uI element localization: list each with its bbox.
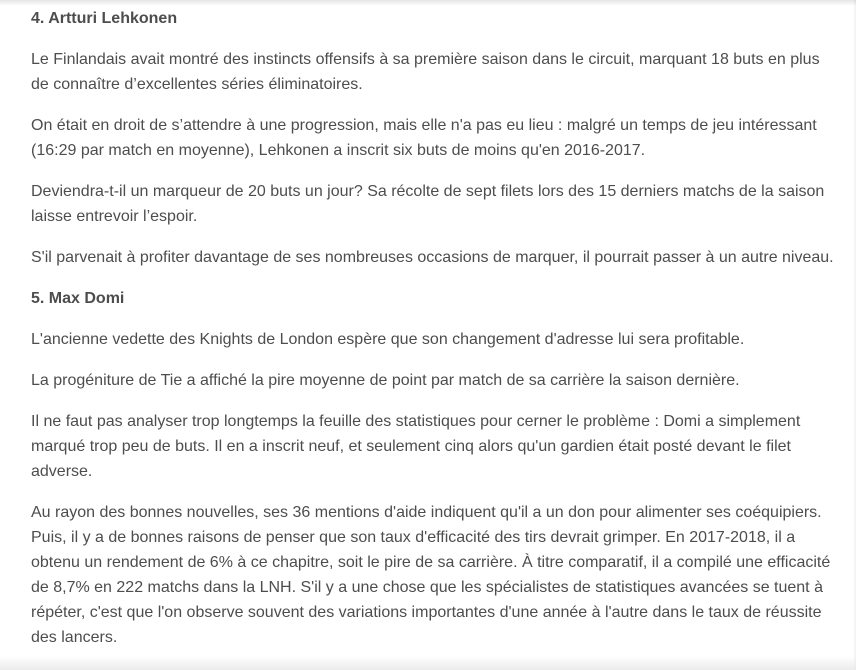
paragraph: On était en droit de s’attendre à une progression, mais elle n'a pas eu lieu : malgré un temps de jeu intéressant (16:29 par match en moyenne), Lehkonen a inscrit six buts de moins qu'en 2016-2017.: [31, 117, 817, 159]
paragraph: Il ne faut pas analyser trop longtemps la feuille des statistiques pour cerner le problème : Domi a simplement marqué trop peu de buts. Il en a inscrit neuf, et seulement cinq alors qu'un gardien était posté devant le filet adverse.: [31, 413, 801, 480]
paragraph: L'ancienne vedette des Knights de London espère que son changement d'adresse lui sera profitable.: [31, 331, 745, 348]
paragraph: Le Finlandais avait montré des instincts offensifs à sa première saison dans le circuit, marquant 18 buts en plus de connaître d’excellentes séries éliminatoires.: [31, 51, 820, 93]
paragraph: La progéniture de Tie a affiché la pire moyenne de point par match de sa carrière la saison dernière.: [31, 372, 740, 389]
paragraph: Au rayon des bonnes nouvelles, ses 36 mentions d'aide indiquent qu'il a un don pour alimenter ses coéquipiers. Puis, il y a de bonnes raisons de penser que son taux d'efficacité des tirs devrait grimper. En 2017-2018, il a obtenu un rendement de 6% à ce chapitre, soit le pire de sa carrière. À titre comparatif, il a compilé une efficacité de 8,7% en 222 matchs dans la LNH. S'il y a une chose que les spécialistes de statistiques avancées se tuent à répéter, c'est que l'on observe souvent des variations importantes d'une année à l'autre dans le taux de réussite des lancers.: [31, 504, 831, 646]
section-heading-domi: 5. Max Domi: [31, 290, 125, 307]
bottom-fade: [0, 656, 856, 670]
paragraph: S'il parvenait à profiter davantage de ses nombreuses occasions de marquer, il pourrait passer à un autre niveau.: [31, 249, 834, 266]
article-body: [31, 6, 836, 666]
paragraph: Deviendra-t-il un marqueur de 20 buts un jour? Sa récolte de sept filets lors des 15 derniers matchs de la saison laisse entrevoir l’espoir.: [31, 183, 825, 225]
section-heading-lehkonen: 4. Artturi Lehkonen: [31, 10, 178, 27]
